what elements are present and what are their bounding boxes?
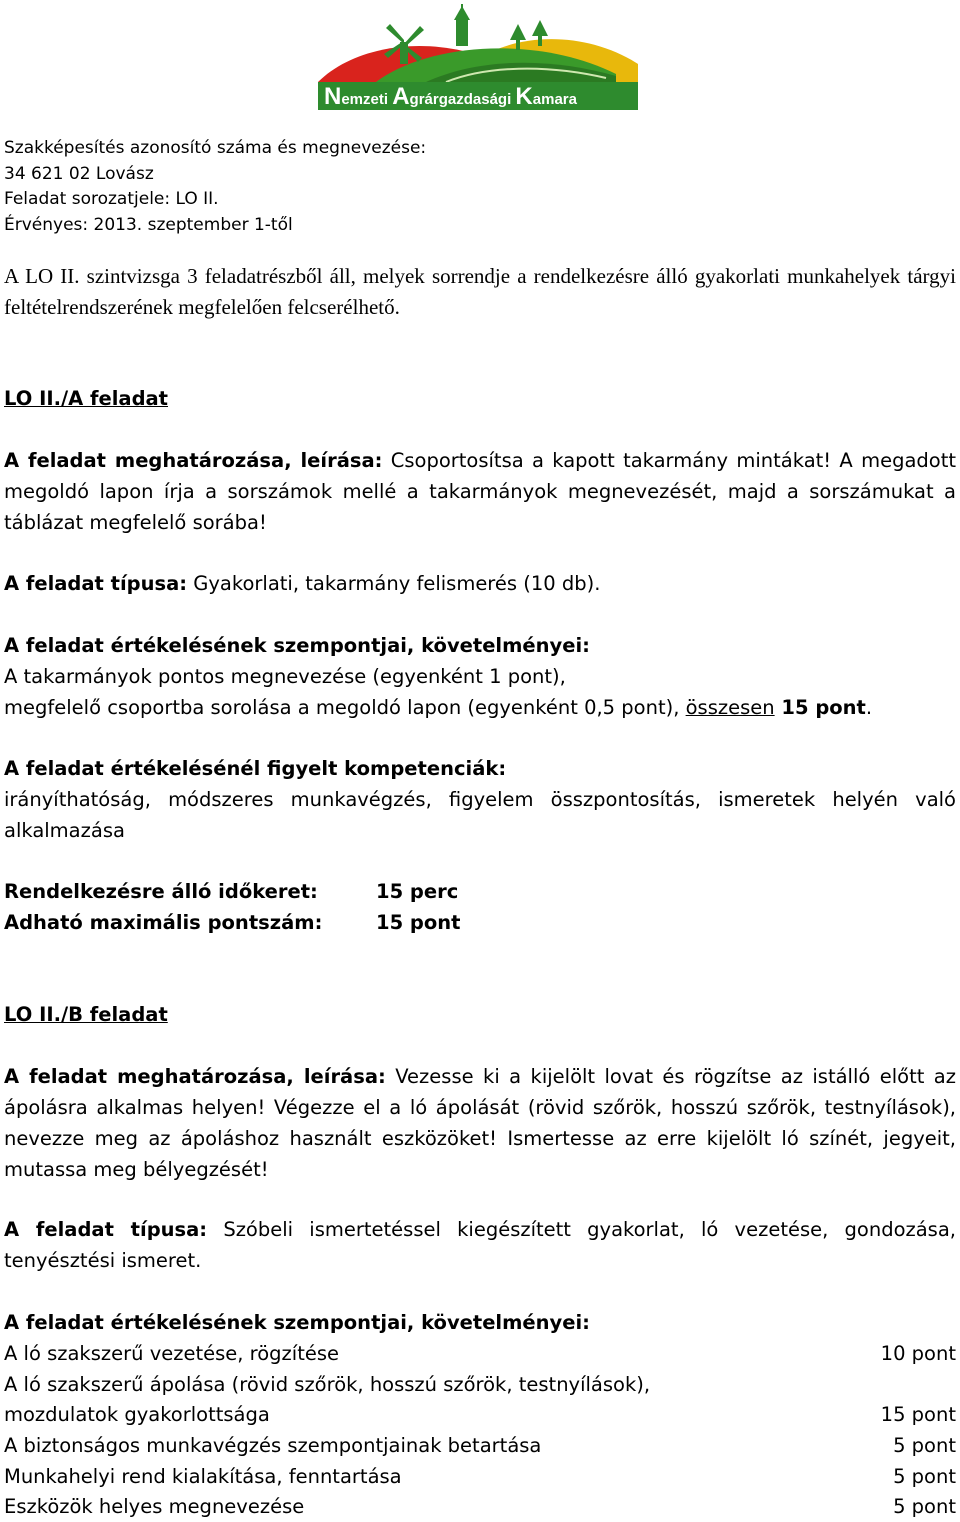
validity: Érvényes: 2013. szeptember 1-től <box>4 214 293 235</box>
task-b-type-text: Szóbeli ismertetéssel kiegészített gyakorlat, ló vezetése, gondozása, tenyésztési ismeret. <box>4 1218 956 1272</box>
task-b-description <box>4 1061 956 1185</box>
document-meta <box>4 136 426 238</box>
task-a-comp-label: A feladat értékelésénél figyelt kompetenciák: <box>4 757 507 780</box>
task-a-type <box>4 568 956 599</box>
task-b-desc-label: A feladat meghatározása, leírása: <box>4 1065 386 1088</box>
criteria-row: mozdulatok gyakorlottsága 15 pont <box>4 1399 956 1430</box>
task-a-title: LO II./A feladat <box>4 387 169 410</box>
task-a-eval-line2: megfelelő csoportba sorolása a megoldó lapon (egyenként 0,5 pont), összesen 15 pont. <box>4 696 873 719</box>
task-a-type-label: A feladat típusa: <box>4 572 188 595</box>
task-b-eval-label: A feladat értékelésének szempontjai, követelményei: <box>4 1311 590 1334</box>
task-b-type <box>4 1214 956 1276</box>
task-a-desc-label: A feladat meghatározása, leírása: <box>4 449 383 472</box>
total-points: 15 pont <box>774 696 866 719</box>
svg-text:Nemzeti Agrárgazdasági Kamara: Nemzeti Agrárgazdasági Kamara <box>324 83 577 110</box>
intro-paragraph: A LO II. szintvizsga 3 feladatrészből áll, melyek sorrendje a rendelkezésre álló gyakorlati munkahelyek tárgyi feltételrendszerének megfelelően felcserélhető. <box>4 264 956 319</box>
criteria-points: 10 pont <box>880 1342 956 1365</box>
task-a-competencies <box>4 753 956 846</box>
task-a-description <box>4 445 956 538</box>
task-a-evaluation <box>4 630 956 723</box>
task-b-title: LO II./B feladat <box>4 1003 168 1026</box>
criteria-row: Eszközök helyes megnevezése 5 pont <box>4 1491 956 1522</box>
task-b-desc-text: Vezesse ki a kijelölt lovat és rögzítse az istálló előtt az ápolásra alkalmas helyen! Végezze el a ló ápolását (rövid szőrök, hosszú szőrök, testnyílások), nevezze meg az ápoláshoz használt eszközöket! Ismertesse az erre kijelölt ló színét, jegyeit, mutassa meg bélyegzését! <box>4 1065 956 1181</box>
criteria-row: A ló szakszerű vezetése, rögzítése 10 pont <box>4 1338 956 1369</box>
criteria-row: A ló szakszerű ápolása (rövid szőrök, hosszú szőrök, testnyílások), <box>4 1373 651 1396</box>
task-a-eval-label: A feladat értékelésének szempontjai, követelményei: <box>4 634 590 657</box>
chamber-logo <box>316 4 640 110</box>
qualification-code: 34 621 02 Lovász <box>4 163 154 184</box>
criteria-row: Munkahelyi rend kialakítása, fenntartása 5 pont <box>4 1461 956 1492</box>
task-a-type-text: Gyakorlati, takarmány felismerés (10 db). <box>187 572 601 595</box>
time-limit-label: Rendelkezésre álló időkeret: <box>4 880 318 903</box>
task-a-comp-text: irányíthatóság, módszeres munkavégzés, figyelem összpontosítás, ismeretek helyén való alkalmazása <box>4 788 956 842</box>
criteria-points: 5 pont <box>893 1434 956 1457</box>
criteria-points: 5 pont <box>893 1465 956 1488</box>
criteria-points: 15 pont <box>880 1403 956 1426</box>
task-a-eval-line1: A takarmányok pontos megnevezése (egyenként 1 pont), <box>4 665 566 688</box>
task-a-desc-text: Csoportosítsa a kapott takarmány mintákat! A megadott megoldó lapon írja a sorszámok mellé a takarmányok megnevezését, majd a sorszámukat a táblázat megfelelő sorába! <box>4 449 956 534</box>
task-b-type-label: A feladat típusa: <box>4 1218 208 1241</box>
criteria-row: A biztonságos munkavégzés szempontjainak betartása 5 pont <box>4 1430 956 1461</box>
logo-church-icon <box>454 4 470 46</box>
time-limit-value: 15 perc <box>376 880 459 903</box>
task-series: Feladat sorozatjele: LO II. <box>4 189 219 209</box>
max-points-label: Adható maximális pontszám: <box>4 911 323 934</box>
qualification-label: Szakképesítés azonosító száma és megnevezése: <box>4 138 427 158</box>
criteria-points: 5 pont <box>893 1495 956 1518</box>
max-points-value: 15 pont <box>376 911 461 934</box>
total-word: összesen <box>685 696 775 719</box>
